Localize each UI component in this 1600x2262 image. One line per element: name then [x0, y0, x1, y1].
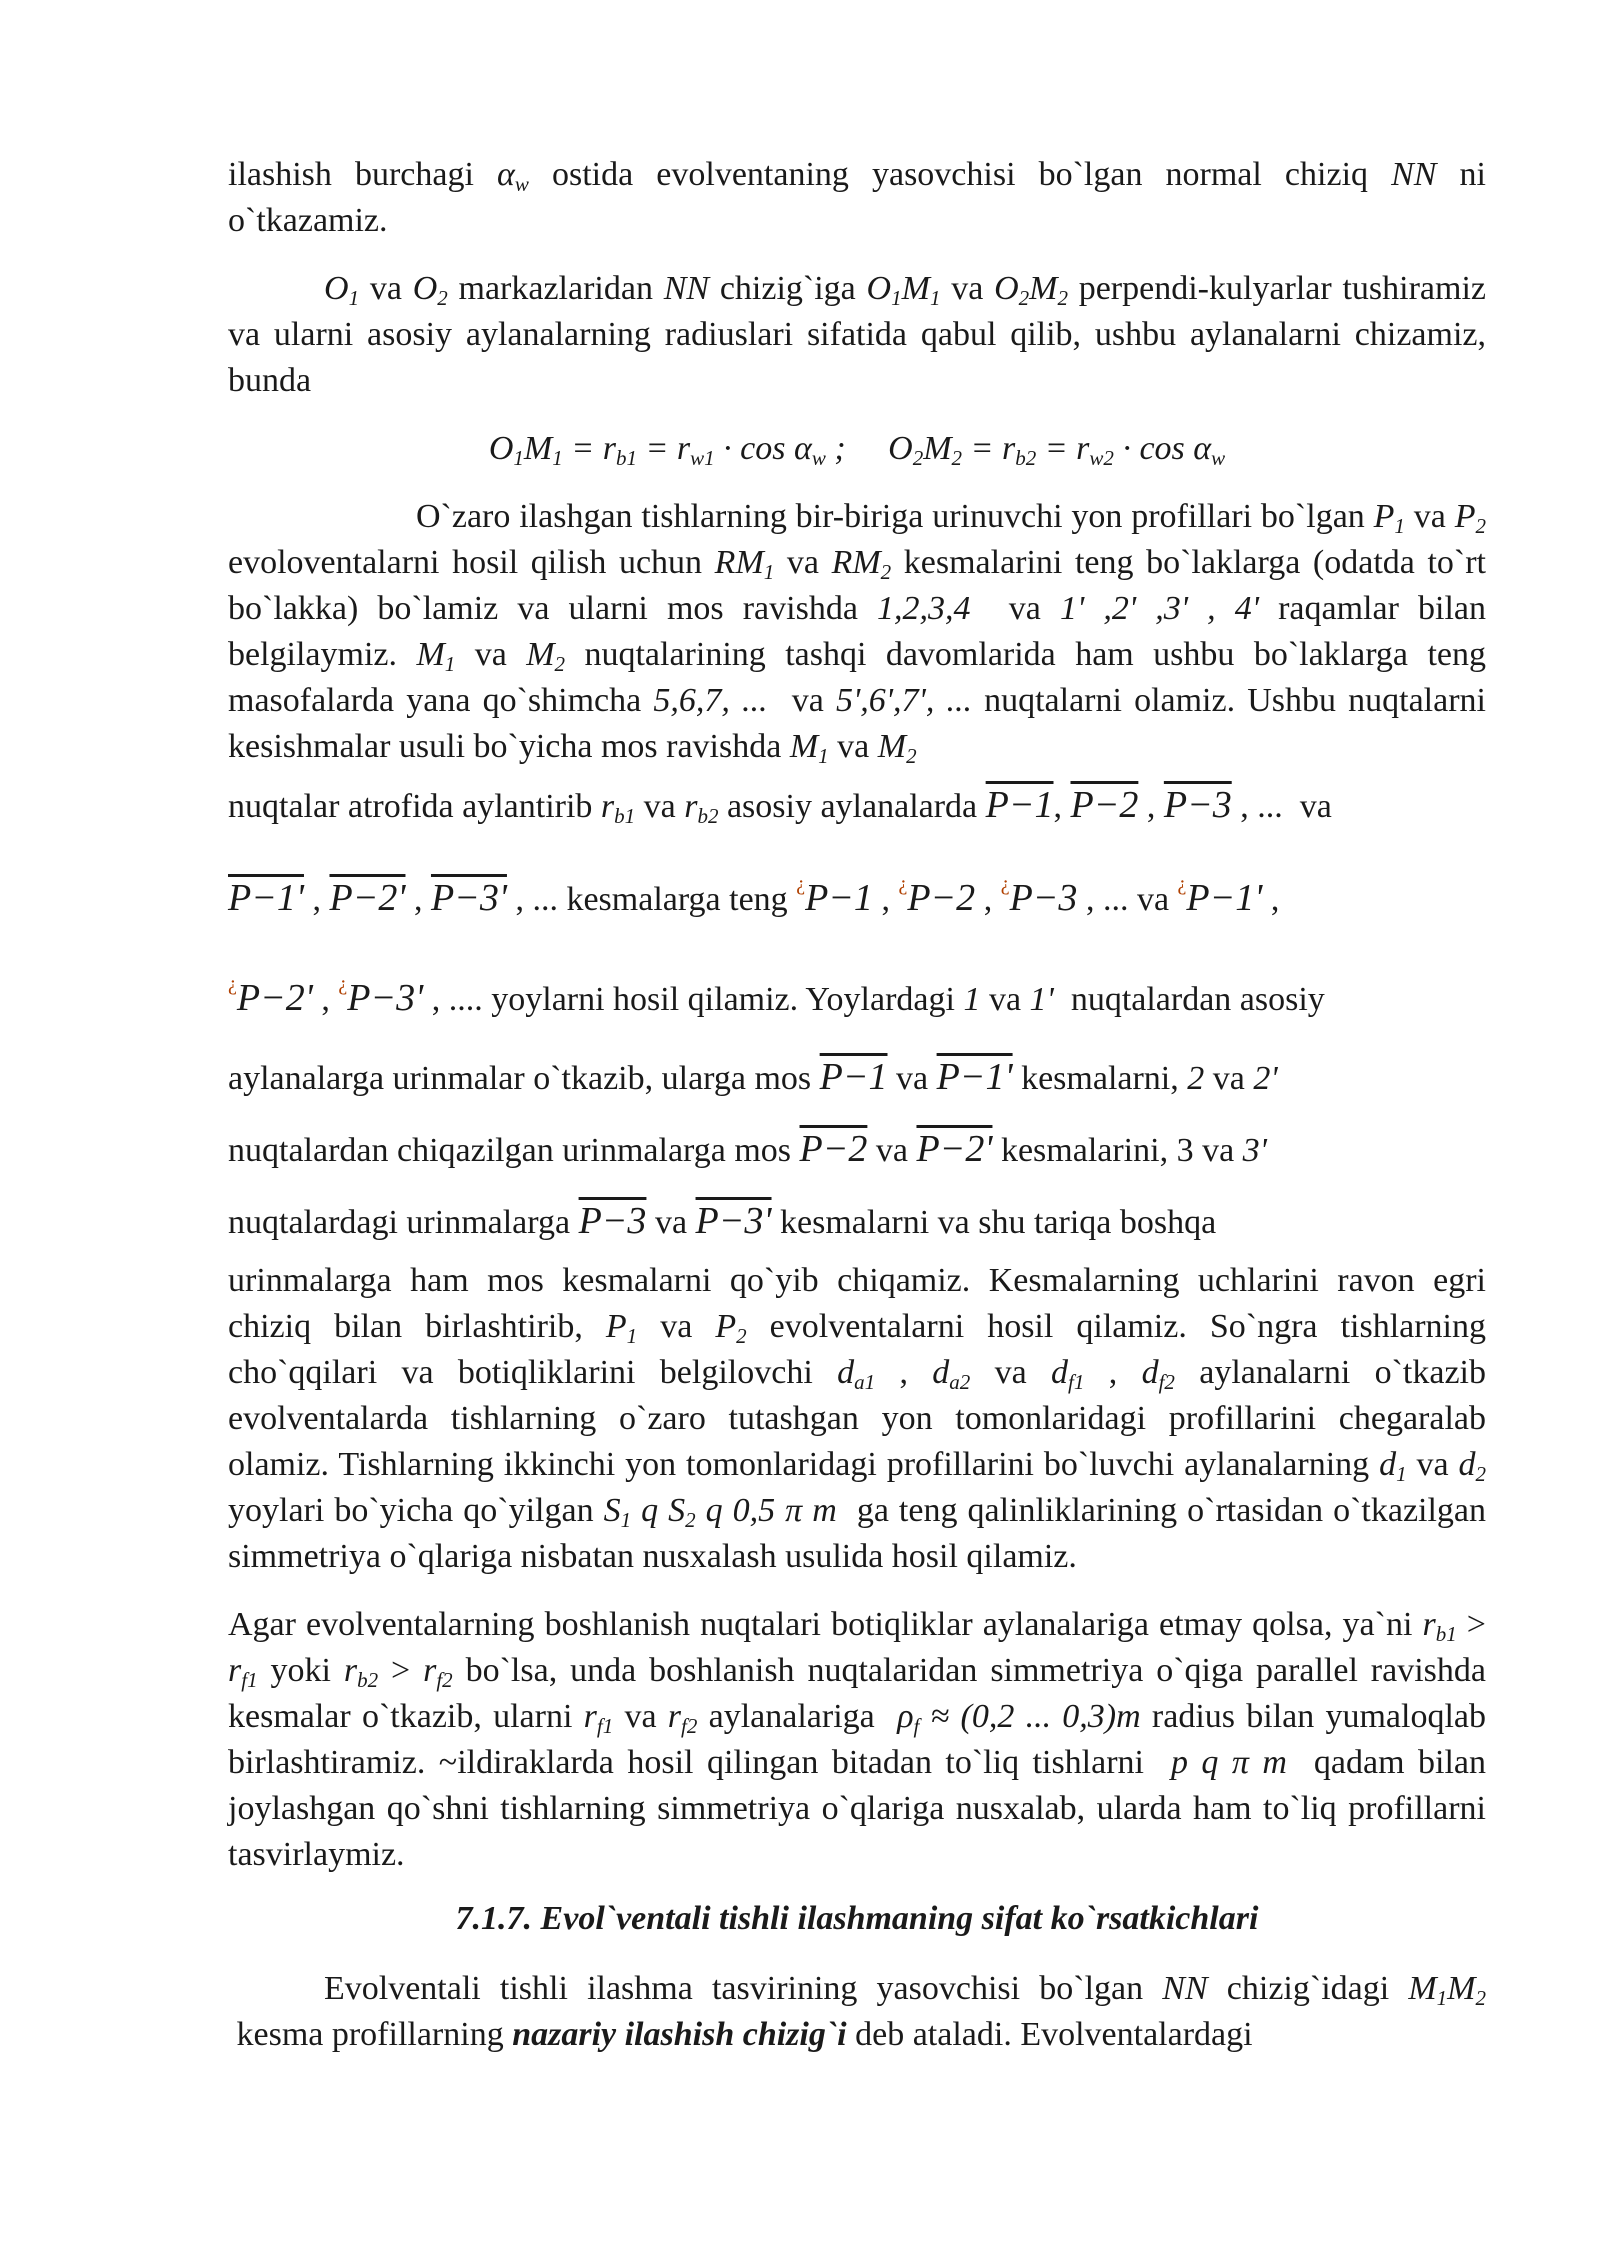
- paragraph-4: Agar evolventalarning boshlanish nuqtalari botiqliklar aylanalariga etmay qolsa, ya`ni $r_{b1} > r_{f1}$ yoki $r_{b2} > r_{f2}$ bo`lsa, unda boshlanish nuqtalaridan simmetriya o`qiga parallel ravishda kesmalar o`tkazib, ularni $r_{f1}$ va $r_{f2}$ aylanalariga $\rho_f \approx (0,2$ ... 0,3)m radius bilan yumaloqlab birlashtiramiz. ~ildiraklarda hosil qilingan bitadan to`liq tishlarni p q π m qadam bilan joylashgan qo`shni tishlarning simmetriya o`qlariga nusxalab, ularda ham to`liq profillarni tasvirlaymiz.: [228, 1606, 1486, 1873]
- paragraph-3: O`zaro ilashgan tishlarning bir-biriga urinuvchi yon profillari bo`lgan $P_1$ va $P_2$ evoloventalarni hosil qilish uchun $RM_1$ va $RM_2$ kesmalarini teng bo`laklarga (odatda to`rt bo`lakka) bo`lamiz va ularni mos ravishda 1,2,3,4 va 1' ,2' ,3' , 4' raqamlar bilan belgilaymiz. $M_1$ va $M_2$ nuqtalarining tashqi davomlarida ham ushbu bo`laklarga teng masofalarda yana qo`shimcha 5,6,7, ... va 5',6',7', ... nuqtalarni olamiz. Ushbu nuqtalarni kesishmalar usuli bo`yicha mos ravishda $M_1$ va $M_2$ nuqtalar atrofida aylantirib $r_{b1}$ va $r_{b2}$ asosiy aylanalarda P−1, P−2 , P−3 , ... va P−1' , P−2' , P−3' , ... kesmalarga teng ¿P−1 , ¿P−2 , ¿P−3 , ... va ¿P−1' , ¿P−2' , ¿P−3' , .... yoylarni hosil qilamiz. Yoylardagi 1 va 1' nuqtalardan asosiy aylanalarga urinmalar o`tkazib, ularga mos P−1 va P−1' kesmalarni, 2 va 2' nuqtalardan chiqazilgan urinmalarga mos P−2 va P−2' kesmalarini, 3 va 3' nuqtalardagi urinmalarga P−3 va P−3' kesmalarni va shu tariqa boshqa urinmalarga ham mos kesmalarni qo`yib chiqamiz. Kesmalarning uchlarini ravon egri chiziq bilan birlashtirib, $P_1$ va $P_2$ evolventalarni hosil qilamiz. So`ngra tishlarning cho`qqilari va botiqliklarini belgilovchi $d_{a1}$ , $d_{a2}$ va $d_{f1}$ , $d_{f2}$ aylanalarni o`tkazib evolventalarda tishlarning o`zaro tutashgan yon tomonlaridagi profillarini chegaralab olamiz. Tishlarning ikkinchi yon tomonlaridagi profillarini bo`luvchi aylanalarning $d_1$ va $d_2$ yoylari bo`yicha qo`yilgan $S_1$ q $S_2$ q 0,5 π m ga teng qalinliklarining o`rtasidan o`tkazilgan simmetriya o`qlariga nisbatan nusxalash usulida hosil qilamiz.: [228, 498, 1487, 1575]
- section-heading: 7.1.7. Evol`ventali tishli ilashmaning sifat ko`rsatkichlari: [455, 1900, 1259, 1937]
- paragraph-2: $O_1$ va $O_2$ markazlaridan NN chizig`iga $O_1M_1$ va $O_2M_2$ perpendi-kulyarlar tushiramiz va ularni asosiy aylanalarning radiuslari sifatida qabul qilib, ushbu aylanalarni chizamiz, bunda: [228, 270, 1486, 399]
- paragraph-5: Evolventali tishli ilashma tasvirining yasovchisi bo`lgan NN chizig`idagi $M_1M_2$ kesma profillarning nazariy ilashish chizig`i deb ataladi. Evolventalardagi: [228, 1970, 1486, 2053]
- formula-1: $O_1M_1 = r_{b1} = r_{w1} \cdot \cos \alpha_w$ ; $O_2M_2 = r_{b2} = r_{w2} \cdot \cos \alpha_w$: [488, 430, 1226, 470]
- paragraph-1: ilashish burchagi $\alpha_w$ ostida evolventaning yasovchisi bo`lgan normal chiziq NN ni o`tkazamiz.: [228, 156, 1487, 239]
